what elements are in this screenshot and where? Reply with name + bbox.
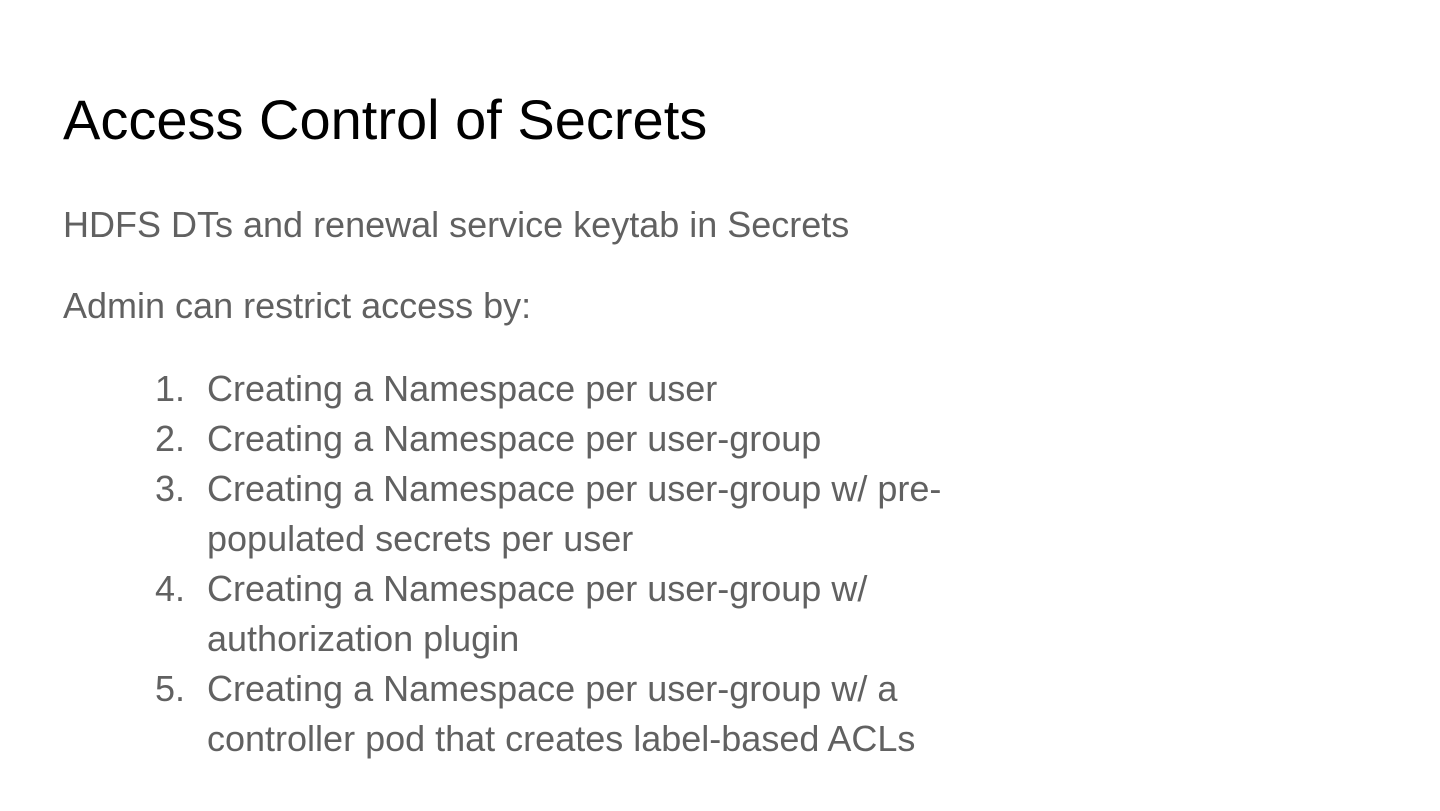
list-item-2-line-1: Creating a Namespace per user-group [207, 418, 822, 459]
list-item-4-text [207, 564, 867, 664]
body-paragraph-secrets: HDFS DTs and renewal service keytab in Secrets [63, 204, 850, 245]
list-item-5-line-1: Creating a Namespace per user-group w/ a [207, 668, 898, 709]
list-item-4-line-1: Creating a Namespace per user-group w/ [207, 568, 868, 609]
list-item-2-text [207, 414, 821, 464]
list-item-3-text [207, 464, 941, 564]
list-item-5-line-2: controller pod that creates label-based ACLs [207, 718, 916, 759]
list-item-4-line-2: authorization plugin [207, 618, 520, 659]
list-item-3-line-2: populated secrets per user [207, 518, 634, 559]
list-item-4 [155, 564, 941, 664]
list-item-5-text [207, 664, 915, 764]
list-item-3 [155, 464, 941, 564]
list-item-2-number: 2. [155, 418, 186, 459]
list-item-1-line-1: Creating a Namespace per user [207, 368, 718, 409]
list-item-1-text [207, 364, 717, 414]
list-item-5-number: 5. [155, 668, 186, 709]
list-item-2 [155, 414, 941, 464]
list-item-4-number: 4. [155, 568, 186, 609]
list-item-1 [155, 364, 941, 414]
list-item-3-line-1: Creating a Namespace per user-group w/ pre- [207, 468, 942, 509]
list-item-1-number: 1. [155, 368, 186, 409]
slide-title: Access Control of Secrets [63, 88, 708, 151]
numbered-list [155, 364, 941, 764]
list-item-5 [155, 664, 941, 764]
body-paragraph-admin: Admin can restrict access by: [63, 285, 532, 326]
list-item-3-number: 3. [155, 468, 186, 509]
